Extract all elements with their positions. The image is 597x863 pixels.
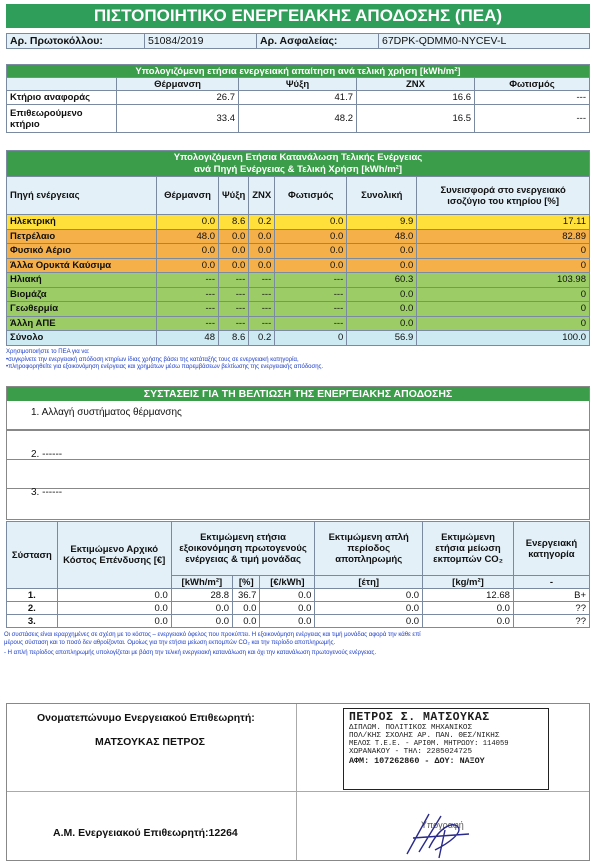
demand-col-heating: Θέρμανση: [117, 78, 239, 91]
savings-row: [7, 589, 590, 602]
consumption-contrib: 0: [417, 316, 590, 331]
savings-n: 1.: [7, 589, 58, 602]
consumption-title-line2: ανά Πηγή Ενέργειας & Τελική Χρήση [kWh/m²]: [194, 163, 402, 175]
consumption-dhw: 0.0: [249, 258, 275, 273]
consumption-heating: ---: [157, 316, 219, 331]
stamp-line: ΠΟΛ/ΚΗΣ ΣΧΟΛΗΣ ΑΡ. ΠΑΝ. ΘΕΣ/ΝΙΚΗΣ: [349, 732, 500, 740]
consumption-cooling: ---: [219, 316, 249, 331]
savings-kg: 0.0: [423, 615, 514, 628]
recommendation-2: 2. ------: [31, 449, 63, 460]
consumption-total: 0.0: [347, 287, 417, 302]
note-line: •συγκρίνετε την ενεργειακή απόδοση κτηρίων ίδιας χρήσης βάσει της κατάταξής τους σε ενεργειακή κατηγορία,: [6, 356, 299, 363]
consumption-source: Σύνολο: [7, 331, 157, 346]
savings-yr: 0.0: [315, 615, 423, 628]
notes-recommendations: [4, 632, 592, 658]
savings-kg: 12.68: [423, 589, 514, 602]
demand-cell: 26.7: [117, 91, 239, 105]
stamp-line: ΠΕΤΡΟΣ Σ. ΜΑΤΣΟΥΚΑΣ: [349, 711, 490, 724]
consumption-dhw: ---: [249, 302, 275, 317]
consumption-lighting: 0.0: [275, 258, 347, 273]
unit-kg: [kg/m²]: [423, 576, 514, 589]
consumption-row: [7, 273, 590, 288]
consumption-contrib: 0: [417, 258, 590, 273]
consumption-lighting: 0.0: [275, 229, 347, 244]
note-line: •πληροφορηθείτε για εξοικονόμηση ενέργειας και χρημάτων μέσω παρεμβάσεων βελτίωσης της ενεργειακής απόδοσης.: [6, 364, 324, 370]
inspector-name-label: Ονοματεπώνυμο Ενεργειακού Επιθεωρητή:: [37, 712, 255, 724]
savings-n: 3.: [7, 615, 58, 628]
savings-cost: 0.0: [57, 602, 171, 615]
consumption-lighting: ---: [275, 316, 347, 331]
consumption-source: Άλλα Ορυκτά Καύσιμα: [7, 258, 157, 273]
consumption-row: [7, 215, 590, 230]
consumption-heating: 0.0: [157, 244, 219, 259]
demand-title: Υπολογιζόμενη ετήσια ενεργειακή απαίτηση ανά τελική χρήση [kWh/m²]: [7, 65, 590, 78]
inspector-stamp: [343, 708, 549, 790]
note-line: μέρους σύσταση και το ποσό δεν αθροίζονται. Ομοίως για την ετήσια μείωση εκπομπών CO₂ και την περίοδο αποπληρωμής.: [4, 639, 336, 646]
consumption-lighting: ---: [275, 302, 347, 317]
col-heating: Θέρμανση: [157, 177, 219, 215]
inspector-am: [53, 827, 238, 839]
demand-cell: ---: [475, 105, 590, 133]
consumption-lighting: 0.0: [275, 244, 347, 259]
savings-pct: 0.0: [233, 615, 260, 628]
demand-cell: 33.4: [117, 105, 239, 133]
consumption-heating: ---: [157, 302, 219, 317]
consumption-contrib: 17.11: [417, 215, 590, 230]
savings-body: [7, 589, 590, 628]
signature-mark: [399, 808, 479, 862]
consumption-source: Βιομάζα: [7, 287, 157, 302]
savings-cls: B+: [513, 589, 589, 602]
consumption-contrib: 0: [417, 244, 590, 259]
protocol-value: 51084/2019: [145, 34, 257, 49]
consumption-contrib: 103.98: [417, 273, 590, 288]
demand-col-cooling: Ψύξη: [239, 78, 357, 91]
savings-kwh: 28.8: [171, 589, 232, 602]
unit-class: -: [513, 576, 589, 589]
consumption-total: 48.0: [347, 229, 417, 244]
col-cooling: Ψύξη: [219, 177, 249, 215]
consumption-cooling: 0.0: [219, 244, 249, 259]
consumption-total: 0.0: [347, 258, 417, 273]
recommendations-box: [6, 386, 590, 520]
savings-cls: ??: [513, 602, 589, 615]
consumption-contrib: 82.89: [417, 229, 590, 244]
protocol-label: Αρ. Πρωτοκόλλου:: [7, 34, 145, 49]
savings-eur: 0.0: [260, 615, 315, 628]
savings-yr: 0.0: [315, 589, 423, 602]
consumption-dhw: 0.0: [249, 244, 275, 259]
consumption-lighting: 0: [275, 331, 347, 346]
consumption-contrib: 0: [417, 287, 590, 302]
insurance-label: Αρ. Ασφαλείας:: [257, 34, 379, 49]
col-dhw: ΖΝΧ: [249, 177, 275, 215]
consumption-lighting: ---: [275, 273, 347, 288]
note-line: - Η απλή περίοδος αποπληρωμής υπολογίζεται με βάση την τελική ενεργειακή κατανάλωση και όχι την κατανάλωση πρωτογενούς ενέργειας.: [4, 650, 377, 656]
col-lighting: Φωτισμός: [275, 177, 347, 215]
savings-eur: 0.0: [260, 602, 315, 615]
consumption-heating: 0.0: [157, 215, 219, 230]
col-rec: Σύσταση: [7, 522, 58, 589]
savings-cls: ??: [513, 615, 589, 628]
recommendations-title: ΣΥΣΤΑΣΕΙΣ ΓΙΑ ΤΗ ΒΕΛΤΙΩΣΗ ΤΗΣ ΕΝΕΡΓΕΙΑΚΗΣ ΑΠΟΔΟΣΗΣ: [7, 387, 589, 401]
inspector-am-value: 12264: [208, 827, 238, 839]
consumption-contrib: 0: [417, 302, 590, 317]
demand-row-label: Επιθεωρούμενο κτήριο: [7, 105, 117, 133]
inspector-name-value: ΜΑΤΣΟΥΚΑΣ ΠΕΤΡΟΣ: [95, 736, 205, 748]
consumption-dhw: 0.0: [249, 229, 275, 244]
consumption-heating: ---: [157, 287, 219, 302]
consumption-lighting: 0.0: [275, 215, 347, 230]
consumption-row: [7, 331, 590, 346]
recommendation-3: 3. ------: [31, 487, 63, 498]
col-saving: Εκτιμώμενη ετήσια εξοικονόμηση πρωτογενούς ενέργειας & τιμή μονάδας: [171, 522, 315, 576]
col-payback: Εκτιμώμενη απλή περίοδος αποπληρωμής: [315, 522, 423, 576]
demand-cell: 41.7: [239, 91, 357, 105]
savings-eur: 0.0: [260, 589, 315, 602]
consumption-title-line1: Υπολογιζόμενη Ετήσια Κατανάλωση Τελικής Ενέργειας: [173, 151, 423, 163]
consumption-row: [7, 302, 590, 317]
unit-yr: [έτη]: [315, 576, 423, 589]
col-source: Πηγή ενέργειας: [7, 177, 157, 215]
consumption-cooling: ---: [219, 302, 249, 317]
savings-kg: 0.0: [423, 602, 514, 615]
consumption-row: [7, 229, 590, 244]
inspector-box: [6, 703, 590, 861]
recommendation-1: 1. Αλλαγή συστήματος θέρμανσης: [31, 407, 182, 418]
consumption-cooling: ---: [219, 287, 249, 302]
note-line: Χρησιμοποιήστε το ΠΕΑ για να:: [6, 349, 90, 355]
savings-table: [6, 521, 590, 628]
savings-row: [7, 615, 590, 628]
demand-cell: 16.5: [357, 105, 475, 133]
savings-cost: 0.0: [57, 589, 171, 602]
col-cost: Εκτιμώμενο Αρχικό Κόστος Επένδυσης [€]: [57, 522, 171, 589]
col-class: Ενεργειακή κατηγορία: [513, 522, 589, 576]
demand-cell: ---: [475, 91, 590, 105]
consumption-dhw: ---: [249, 287, 275, 302]
col-total: Συνολική: [347, 177, 417, 215]
col-contrib: Συνεισφορά στο ενεργειακό ισοζύγιο του κτηρίου [%]: [417, 177, 590, 215]
consumption-body: [7, 215, 590, 346]
demand-col-dhw: ΖΝΧ: [357, 78, 475, 91]
consumption-cooling: 0.0: [219, 258, 249, 273]
savings-kwh: 0.0: [171, 602, 232, 615]
savings-n: 2.: [7, 602, 58, 615]
stamp-line: ΧΩΡΑΝΑΚΟΥ - ΤΗΛ: 2285024725: [349, 748, 473, 756]
consumption-dhw: ---: [249, 273, 275, 288]
stamp-line: ΑΦΜ: 107262860 - ΔΟΥ: ΝΑΞΟΥ: [349, 756, 485, 766]
consumption-cooling: 8.6: [219, 215, 249, 230]
consumption-heating: 48: [157, 331, 219, 346]
consumption-source: Ηλεκτρική: [7, 215, 157, 230]
demand-cell: 48.2: [239, 105, 357, 133]
consumption-dhw: 0.2: [249, 331, 275, 346]
consumption-dhw: 0.2: [249, 215, 275, 230]
consumption-row: [7, 316, 590, 331]
consumption-source: Φυσικό Αέριο: [7, 244, 157, 259]
consumption-total: 0.0: [347, 302, 417, 317]
consumption-table: [6, 150, 590, 346]
savings-row: [7, 602, 590, 615]
consumption-title: [7, 151, 590, 177]
consumption-heating: ---: [157, 273, 219, 288]
consumption-cooling: ---: [219, 273, 249, 288]
consumption-total: 0.0: [347, 244, 417, 259]
notes-usage: [6, 349, 590, 372]
consumption-row: [7, 258, 590, 273]
consumption-contrib: 100.0: [417, 331, 590, 346]
page-title: ΠΙΣΤΟΠΟΙΗΤΙΚΟ ΕΝΕΡΓΕΙΑΚΗΣ ΑΠΟΔΟΣΗΣ (ΠΕΑ): [6, 4, 590, 28]
insurance-value: 67DPK-QDMM0-NYCEV-L: [379, 34, 590, 49]
consumption-cooling: 0.0: [219, 229, 249, 244]
header-table: [6, 33, 590, 49]
consumption-source: Πετρέλαιο: [7, 229, 157, 244]
demand-row-label: Κτήριο αναφοράς: [7, 91, 117, 105]
consumption-row: [7, 287, 590, 302]
demand-table: [6, 64, 590, 133]
inspector-am-label: Α.Μ. Ενεργειακού Επιθεωρητή:: [53, 827, 209, 839]
consumption-source: Γεωθερμία: [7, 302, 157, 317]
consumption-row: [7, 244, 590, 259]
note-line: Οι συστάσεις είναι ιεραρχημένες σε σχέση με το κόστος – ενεργειακό όφελος που προκύπτει. Η εξοικονόμηση ενέργειας και τιμή μονάδας αφορά την κάθε επί: [4, 632, 421, 638]
demand-cell: 16.6: [357, 91, 475, 105]
consumption-total: 0.0: [347, 316, 417, 331]
consumption-total: 56.9: [347, 331, 417, 346]
consumption-source: Ηλιακή: [7, 273, 157, 288]
stamp-line: ΔΙΠΛΩΜ. ΠΟΛΙΤΙΚΟΣ ΜΗΧΑΝΙΚΟΣ: [349, 724, 473, 732]
unit-pct: [%]: [233, 576, 260, 589]
savings-pct: 36.7: [233, 589, 260, 602]
consumption-cooling: 8.6: [219, 331, 249, 346]
col-co2: Εκτιμώμενη ετήσια μείωση εκπομπών CO₂: [423, 522, 514, 576]
stamp-line: ΜΕΛΟΣ Τ.Ε.Ε. - ΑΡΙΘΜ. ΜΗΤΡΩΟΥ: 114059: [349, 740, 509, 748]
consumption-dhw: ---: [249, 316, 275, 331]
consumption-source: Άλλη ΑΠΕ: [7, 316, 157, 331]
consumption-total: 9.9: [347, 215, 417, 230]
savings-cost: 0.0: [57, 615, 171, 628]
consumption-total: 60.3: [347, 273, 417, 288]
demand-col-lighting: Φωτισμός: [475, 78, 590, 91]
savings-kwh: 0.0: [171, 615, 232, 628]
consumption-lighting: ---: [275, 287, 347, 302]
signature-label: Υπογραφή: [421, 820, 464, 830]
consumption-heating: 48.0: [157, 229, 219, 244]
unit-kwh: [kWh/m²]: [171, 576, 232, 589]
unit-eur: [€/kWh]: [260, 576, 315, 589]
consumption-heating: 0.0: [157, 258, 219, 273]
savings-yr: 0.0: [315, 602, 423, 615]
savings-pct: 0.0: [233, 602, 260, 615]
